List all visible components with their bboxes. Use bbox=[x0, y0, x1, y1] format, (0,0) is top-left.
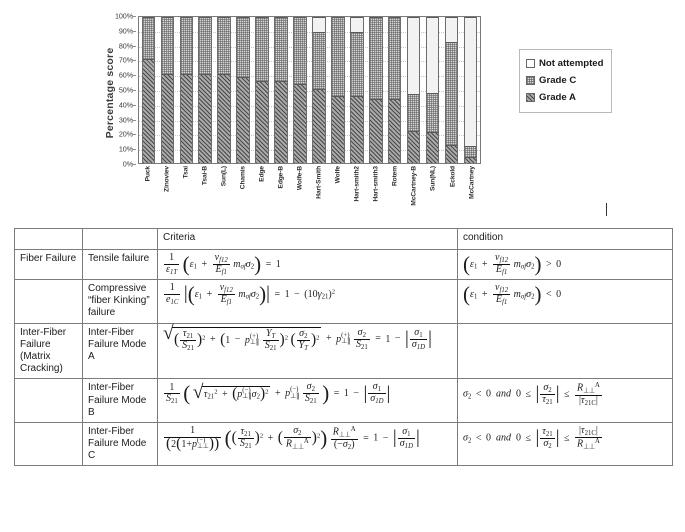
y-tick-mark bbox=[133, 31, 136, 32]
bar-segment-grade-c bbox=[162, 17, 174, 74]
x-tick-label: Eckold bbox=[449, 166, 457, 188]
stacked-bar bbox=[198, 17, 212, 163]
cell-condition-compressive: (ε1 + $\frac{\nu_{f12}}{E_{f1}}$ $m_{\sigma f}\sigma 2) < 0$ bbox=[458, 280, 673, 324]
y-tick-mark bbox=[133, 90, 136, 91]
bar-segment-grade-c bbox=[237, 17, 249, 77]
x-label-slot bbox=[157, 165, 176, 213]
bar-slot bbox=[423, 17, 442, 163]
stacked-bar bbox=[180, 17, 194, 163]
cell-criteria-mode-a: √ ( $\frac{\tau 21}{S21}$ )$^2$ + (1 − p (+) ⊥∥ $\frac{Y_T}{S21}$ )$^2$ ( $\frac{\sigma 2}{Y_T}$ )$^2$ + p (+) ⊥∥ $\frac{\sigma 2}{S21}$ = 1 − | $\frac{\sigma 1}{\sigma_{1D}}$ | bbox=[158, 323, 458, 379]
x-tick-label: Hart-smith3 bbox=[372, 166, 380, 202]
table-row bbox=[15, 280, 673, 324]
stacked-bar bbox=[350, 17, 364, 163]
x-tick-label: McCartney bbox=[468, 166, 476, 199]
chart-plot-area bbox=[138, 16, 481, 164]
bar-slot bbox=[158, 17, 177, 163]
x-label-slot bbox=[424, 165, 443, 213]
y-tick-label: 80% bbox=[118, 41, 133, 51]
failure-criteria-table bbox=[14, 228, 673, 466]
y-tick-mark bbox=[133, 164, 136, 165]
bar-segment-grade-c bbox=[446, 42, 458, 146]
cell-condition-mode-b: σ2 < 0 and 0 ≤ | $\frac{\sigma 2}{\tau 21}$ | ≤ $\frac{R\perp\perp^A}{|\tau 21C|}$ bbox=[458, 379, 673, 423]
bar-segment-grade-c bbox=[256, 17, 268, 81]
stacked-bar bbox=[236, 17, 250, 163]
x-tick-label: Puck bbox=[144, 166, 152, 182]
bar-segment-grade-a bbox=[370, 99, 382, 163]
stacked-bar bbox=[464, 17, 478, 163]
bar-segment-grade-a bbox=[181, 74, 193, 163]
x-tick-label: Edge-B bbox=[277, 166, 285, 189]
cell-mode-b: Inter-Fiber Failure Mode B bbox=[83, 379, 158, 423]
bar-segment-grade-a bbox=[332, 96, 344, 163]
bar-segment-grade-a bbox=[313, 89, 325, 163]
legend-label-grade-a: Grade A bbox=[539, 92, 576, 103]
x-tick-label: Wolfe bbox=[334, 166, 342, 184]
bar-segment-grade-a bbox=[465, 157, 477, 163]
bar-segment-grade-c bbox=[408, 94, 420, 131]
bar-slot bbox=[385, 17, 404, 163]
stacked-bar bbox=[293, 17, 307, 163]
bar-segment-grade-a bbox=[199, 74, 211, 163]
bar-segment-grade-c bbox=[465, 146, 477, 158]
y-tick-label: 30% bbox=[118, 115, 133, 125]
x-tick-label: Zinoviev bbox=[163, 166, 171, 192]
x-tick-label: Tsai-B bbox=[201, 166, 209, 186]
legend-item-grade-a bbox=[526, 89, 604, 106]
x-label-slot bbox=[233, 165, 252, 213]
bar-segment-grade-a bbox=[237, 77, 249, 163]
legend-swatch-not-attempted bbox=[526, 59, 535, 68]
x-label-slot bbox=[271, 165, 290, 213]
table-row bbox=[15, 422, 673, 466]
x-tick-label: Rotem bbox=[391, 166, 399, 187]
bar-slot bbox=[328, 17, 347, 163]
cell-group-blank-3 bbox=[15, 422, 83, 466]
y-tick-mark bbox=[133, 75, 136, 76]
cell-condition-mode-c: σ2 < 0 and 0 ≤ | $\frac{\tau 21}{\sigma 2}$ | ≤ $\frac{|\tau 21C|}{R\perp\perp^A}$ bbox=[458, 422, 673, 466]
stacked-bar bbox=[369, 17, 383, 163]
bar-slot bbox=[442, 17, 461, 163]
chart-plot-wrapper bbox=[106, 11, 481, 169]
cell-mode-a: Inter-Fiber Failure Mode A bbox=[83, 323, 158, 379]
cell-group-blank-2 bbox=[15, 379, 83, 423]
bar-segment-grade-c bbox=[199, 17, 211, 74]
y-tick-mark bbox=[133, 16, 136, 17]
text-cursor-mark bbox=[606, 203, 607, 216]
bar-slot bbox=[366, 17, 385, 163]
bar-segment-grade-a bbox=[143, 59, 155, 163]
legend-label-not-attempted: Not attempted bbox=[539, 58, 604, 69]
bar-segment-grade-a bbox=[389, 99, 401, 163]
bar-segment-grade-a bbox=[294, 84, 306, 163]
y-tick-label: 50% bbox=[118, 85, 133, 95]
bar-segment-grade-c bbox=[218, 17, 230, 74]
x-label-slot bbox=[443, 165, 462, 213]
bar-segment-not-attempted bbox=[313, 17, 325, 32]
bar-segment-grade-a bbox=[446, 145, 458, 163]
stacked-bar bbox=[142, 17, 156, 163]
y-tick-label: 70% bbox=[118, 55, 133, 65]
cell-condition-mode-a bbox=[458, 323, 673, 379]
x-label-slot bbox=[138, 165, 157, 213]
bar-segment-grade-a bbox=[427, 132, 439, 163]
x-tick-label: McCartney-B bbox=[410, 166, 418, 206]
bar-segment-grade-c bbox=[332, 17, 344, 96]
legend-item-grade-c bbox=[526, 72, 604, 89]
bar-segment-grade-a bbox=[408, 131, 420, 163]
stacked-bar bbox=[407, 17, 421, 163]
cell-mode-c: Inter-Fiber Failure Mode C bbox=[83, 422, 158, 466]
bar-segment-grade-a bbox=[218, 74, 230, 163]
x-label-slot bbox=[462, 165, 481, 213]
bar-segment-grade-a bbox=[256, 81, 268, 163]
chart-legend bbox=[519, 49, 612, 113]
stacked-bar bbox=[426, 17, 440, 163]
bar-segment-grade-a bbox=[275, 81, 287, 163]
y-tick-label: 40% bbox=[118, 100, 133, 110]
bar-slot bbox=[234, 17, 253, 163]
y-tick-label: 10% bbox=[118, 144, 133, 154]
y-tick-label: 60% bbox=[118, 70, 133, 80]
y-tick-mark bbox=[133, 105, 136, 106]
x-label-slot bbox=[367, 165, 386, 213]
table-row bbox=[15, 323, 673, 379]
stacked-bar bbox=[331, 17, 345, 163]
x-label-slot bbox=[252, 165, 271, 213]
y-tick-mark bbox=[133, 60, 136, 61]
cell-criteria-compressive: $\frac{1}{e_{1C}}$ |(ε1 + $\frac{\nu_{f12}}{E_{f1}}$ $m_{\sigma f}\sigma 2)| = 1 - (10\gamma 21)^2$ bbox=[158, 280, 458, 324]
cell-criteria-mode-b: $\frac{1}{S21}$ ( √ $\tau 21^2 + (p$ (−) ⊥∥ σ2)$^2$ + p (−) ⊥∥ $\frac{\sigma 2}{S21}$ ) = 1 − | $\frac{\sigma 1}{\sigma_{1D}}$ | bbox=[158, 379, 458, 423]
header-cell-blank2 bbox=[83, 229, 158, 250]
bar-slot bbox=[139, 17, 158, 163]
y-tick-mark bbox=[133, 134, 136, 135]
x-label-slot bbox=[291, 165, 310, 213]
cell-group-blank-1 bbox=[15, 280, 83, 324]
bar-slot bbox=[347, 17, 366, 163]
bar-segment-grade-c bbox=[294, 17, 306, 84]
bar-slot bbox=[404, 17, 423, 163]
stacked-bar bbox=[312, 17, 326, 163]
bar-segment-grade-c bbox=[389, 17, 401, 99]
bar-slot bbox=[461, 17, 480, 163]
cell-criteria-tensile: $\frac{1}{\varepsilon_{1T}}$ (ε1 + $\frac{\nu_{f12}}{E_{f1}}$ $m_{\sigma f}\sigma 2) = 1$ bbox=[158, 250, 458, 280]
table-row bbox=[15, 379, 673, 423]
bar-segment-grade-c bbox=[351, 32, 363, 96]
stacked-bar bbox=[161, 17, 175, 163]
y-tick-mark bbox=[133, 149, 136, 150]
header-cell-condition: condition bbox=[458, 229, 673, 250]
header-cell-blank1 bbox=[15, 229, 83, 250]
stacked-bar bbox=[217, 17, 231, 163]
bar-segment-grade-c bbox=[181, 17, 193, 74]
y-tick-label: 0% bbox=[122, 159, 133, 169]
bar-slot bbox=[309, 17, 328, 163]
y-tick-label: 90% bbox=[118, 26, 133, 36]
bar-slot bbox=[215, 17, 234, 163]
stacked-bar bbox=[388, 17, 402, 163]
bar-segment-not-attempted bbox=[408, 17, 420, 94]
x-tick-label: Chamis bbox=[239, 166, 247, 190]
bar-segment-not-attempted bbox=[446, 17, 458, 42]
bar-slot bbox=[177, 17, 196, 163]
cell-mode-tensile-failure: Tensile failure bbox=[83, 250, 158, 280]
x-label-slot bbox=[329, 165, 348, 213]
table-header-row bbox=[15, 229, 673, 250]
y-tick-label: 20% bbox=[118, 129, 133, 139]
legend-item-not-attempted bbox=[526, 55, 604, 72]
bar-slot bbox=[291, 17, 310, 163]
cell-condition-tensile: (ε1 + $\frac{\nu_{f12}}{E_{f1}}$ $m_{\sigma f}\sigma 2) > 0$ bbox=[458, 250, 673, 280]
bar-segment-grade-c bbox=[313, 32, 325, 89]
x-label-slot bbox=[195, 165, 214, 213]
header-cell-criteria: Criteria bbox=[158, 229, 458, 250]
bar-slot bbox=[196, 17, 215, 163]
bar-segment-not-attempted bbox=[427, 17, 439, 93]
x-label-slot bbox=[386, 165, 405, 213]
y-tick-mark bbox=[133, 120, 136, 121]
bar-segment-not-attempted bbox=[351, 17, 363, 32]
bar-segment-grade-c bbox=[370, 17, 382, 99]
x-label-slot bbox=[405, 165, 424, 213]
cell-group-fiber-failure: Fiber Failure bbox=[15, 250, 83, 280]
bar-segment-grade-a bbox=[351, 96, 363, 163]
x-axis-labels bbox=[138, 165, 481, 213]
x-tick-label: Hart-Smith bbox=[315, 166, 323, 199]
bar-slot bbox=[272, 17, 291, 163]
bar-segment-grade-c bbox=[143, 17, 155, 59]
x-label-slot bbox=[348, 165, 367, 213]
y-tick-mark bbox=[133, 46, 136, 47]
y-tick-label: 100% bbox=[115, 11, 133, 21]
legend-swatch-grade-c bbox=[526, 76, 535, 85]
bar-slot bbox=[253, 17, 272, 163]
x-label-slot bbox=[176, 165, 195, 213]
bar-segment-grade-c bbox=[275, 17, 287, 81]
cell-group-inter-fiber: Inter-Fiber Failure (Matrix Cracking) bbox=[15, 323, 83, 379]
y-axis-ticks bbox=[106, 11, 136, 169]
x-tick-label: Wolfe-B bbox=[296, 166, 304, 191]
bar-segment-not-attempted bbox=[465, 17, 477, 145]
legend-swatch-grade-a bbox=[526, 93, 535, 102]
x-tick-label: Sun(L) bbox=[220, 166, 228, 187]
cell-criteria-mode-c: 1 (2(1+p (−) ⊥⊥ )) (( $\frac{\tau 21}{S21}$ )$^2$ + ( $\frac{\sigma 2}{R\perp\perp^A}$ )$^2$) $\frac{R\perp\perp^A}{(-\sigma 2)}$ = 1 − | $\frac{\sigma 1}{\sigma_{1D}}$ | bbox=[158, 422, 458, 466]
stacked-bar-chart bbox=[0, 0, 685, 215]
stacked-bar bbox=[445, 17, 459, 163]
bar-segment-grade-c bbox=[427, 93, 439, 132]
table-row bbox=[15, 250, 673, 280]
x-tick-label: Hart-smith2 bbox=[353, 166, 361, 202]
x-tick-label: Tsai bbox=[182, 166, 190, 179]
bar-segment-grade-a bbox=[162, 74, 174, 163]
x-tick-label: Sun(NL) bbox=[429, 166, 437, 191]
chart-y-axis-label: Percentage score bbox=[104, 47, 116, 139]
cell-mode-compressive: Compressive “fiber Kinking” failure bbox=[83, 280, 158, 324]
x-label-slot bbox=[214, 165, 233, 213]
x-label-slot bbox=[310, 165, 329, 213]
legend-label-grade-c: Grade C bbox=[539, 75, 577, 86]
x-tick-label: Edge bbox=[258, 166, 266, 182]
stacked-bar bbox=[274, 17, 288, 163]
stacked-bar bbox=[255, 17, 269, 163]
